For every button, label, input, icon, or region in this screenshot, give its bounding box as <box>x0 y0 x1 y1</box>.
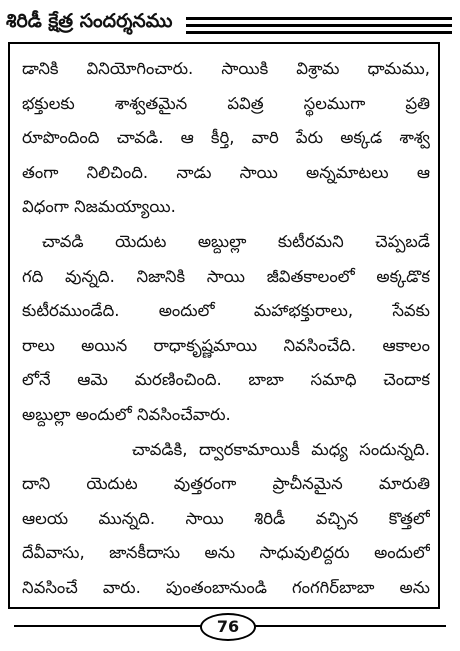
text-line: ఆలయ మున్నది. సాయి శిరిడీ వచ్చిన కొత్తలో <box>22 508 430 528</box>
text-line: దాని యెదుట వుత్తరంగా ప్రాచీనమైన మారుతి <box>22 474 430 494</box>
text-line: నివసించే వారు. పుంతంబానుండి గంగగిర్‌బాబా అను <box>22 577 430 597</box>
text-line: కుటీరముండేది. అందులో మహాభక్తురాలు, సేవకు <box>22 301 430 321</box>
body-text <box>22 52 430 606</box>
text-line: అబ్దుల్లా అందులో నివసించేవారు. <box>22 404 231 424</box>
text-line: విధంగా నిజమయ్యాయి. <box>22 197 176 217</box>
header-rule-top <box>186 17 452 20</box>
page-footer <box>0 612 460 642</box>
running-header <box>6 8 452 36</box>
header-rule-middle <box>186 24 452 27</box>
text-line: రూపొందింది చావడి. ఆ కీర్తి, వారి పేరు అక్కడ శాశ్వ <box>22 128 430 148</box>
text-line: గది వున్నది. నిజానికి సాయి జీవితకాలంలో అక్కడొక <box>22 266 430 286</box>
text-line: చావడికి, ద్వారకామాయికీ మధ్య సందున్నది. <box>132 439 430 459</box>
text-line: భక్తులకు శాశ్వతమైన పవిత్ర స్థలముగా ప్రతి <box>22 93 430 113</box>
text-line: రాలు అయిన రాధాకృష్ణమాయి నివసించేది. ఆకాలం <box>22 335 430 355</box>
text-line: తంగా నిలిచింది. నాడు సాయి అన్నమాటలు ఆ <box>22 162 430 182</box>
page-number: 76 <box>200 613 256 641</box>
text-line: డానికి వినియోగించారు. సాయికి విశ్రామ ధామము, <box>22 59 430 78</box>
text-line: దేవీవాసు, జానకీదాసు అను సాధువులిద్దరు అందులో <box>22 543 430 563</box>
text-frame <box>8 42 440 609</box>
text-line: లోనే ఆమె మరణించింది. బాబా సమాధి చెందాక <box>22 370 430 390</box>
header-rule-bottom <box>186 31 452 34</box>
book-title: శిరిడీ క్షేత్ర సందర్శనము <box>6 8 176 34</box>
text-line: చావడి యెదుట అబ్దుల్లా కుటీరమని చెప్పబడే <box>42 231 430 251</box>
